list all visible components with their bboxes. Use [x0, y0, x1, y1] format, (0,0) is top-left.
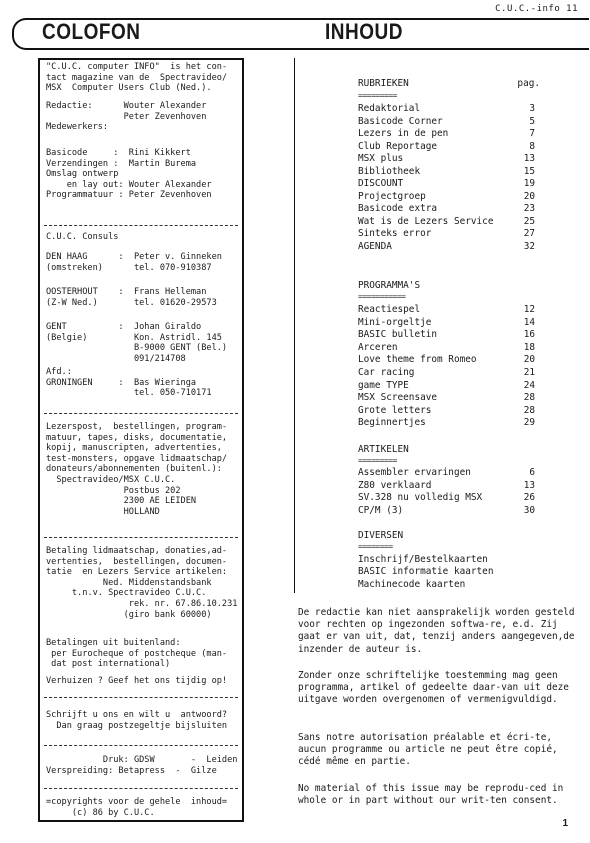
contents-item-page: 15 — [523, 165, 535, 177]
programmas-underline: =========== — [358, 292, 406, 301]
contents-item-title: BASIC bulletin — [358, 329, 438, 341]
consuls-title: C.U.C. Consuls — [46, 232, 119, 242]
contents-item-title: Arceren — [358, 341, 398, 353]
druk-info: Druk: GDSW - Leiden Verspreiding: Betapress - Gilze — [46, 755, 238, 776]
contents-item-title: Z80 verklaard — [358, 479, 432, 491]
colofon-medewerkers: Basicode : Rini Kikkert Verzendingen : Martin Burema Omslag ontwerp en lay out: Wouter Alexander Programmatuur : Peter Zevenhoven — [46, 148, 212, 201]
contents-item-title: Club Reportage — [358, 140, 438, 152]
page-number: 1 — [562, 818, 568, 829]
contents-item-title: Grote letters — [358, 404, 432, 416]
rubrieken-heading: RUBRIEKEN — [358, 78, 409, 89]
contents-item-page: 5 — [529, 115, 535, 127]
contents-item-title: Sinteks error — [358, 228, 432, 239]
artikelen-heading: ARTIKELEN — [358, 444, 409, 455]
contents-item-title: Reactiespel — [358, 304, 421, 315]
consul-gent: GENT : Johan Giraldo (Belgie) Kon. Astridl. 145 B-9000 GENT (Bel.) 091/214708 — [46, 322, 228, 364]
contents-item-page: 7 — [529, 128, 535, 139]
consul-groningen: Afd.: GRONINGEN : Bas Wieringa tel. 050-710171 — [46, 367, 212, 399]
contents-item-title: Projectgroep — [358, 190, 426, 202]
contents-item-title: Bibliotheek — [358, 165, 421, 177]
contents-item-page: 16 — [523, 329, 535, 341]
contents-item-page: 6 — [529, 467, 535, 478]
contents-item-title: Assembler ervaringen — [358, 467, 471, 478]
artikelen-underline: ========= — [358, 456, 397, 465]
betaling-info: Betaling lidmaatschap, donaties,ad- vertenties, bestellingen, documen- tatie en Lezers Service artikelen: Ned. Middenstandsbank t.n.v. Spectravideo C.U.C. rek. nr. 67.86.10.231 (giro bank 60000) — [46, 546, 238, 620]
separator — [44, 788, 238, 789]
contents-item-page: 26 — [523, 492, 535, 504]
disclaimer-en: No material of this issue may be reprodu-ced in whole or in part without our writ-ten consent. — [298, 783, 564, 807]
contents-item-title: BASIC informatie kaarten — [358, 566, 494, 578]
contents-item-title: Inschrijf/Bestelkaarten — [358, 554, 488, 565]
contents-item-title: game TYPE — [358, 379, 409, 391]
contents-item-page: 8 — [529, 140, 535, 152]
contents-item-page: 27 — [523, 228, 535, 239]
separator — [44, 697, 238, 698]
contents-item-title: Car racing — [358, 367, 415, 378]
contents-item-title: MSX plus — [358, 153, 404, 164]
colofon-redactie: Redactie: Wouter Alexander Peter Zevenhoven Medewerkers: — [46, 101, 207, 133]
colofon-title: COLOFON — [42, 20, 141, 45]
contents-item-title: Redaktorial — [358, 103, 421, 114]
contents-item-page: 32 — [523, 240, 535, 252]
contents-item-title: Wat is de Lezers Service — [358, 215, 494, 227]
consul-oosterhout: OOSTERHOUT : Frans Helleman (Z-W Ned.) tel. 01620-29573 — [46, 287, 217, 308]
contents-item-page: 28 — [523, 392, 535, 404]
separator — [44, 537, 238, 538]
rubrieken-underline: ========= — [358, 91, 397, 100]
contents-item-page: 21 — [523, 367, 535, 378]
contents-item-title: MSX Screensave — [358, 392, 438, 404]
programmas-heading: PROGRAMMA'S — [358, 280, 421, 291]
header-info: C.U.C.-info 11 — [495, 4, 578, 14]
contents-item-title: Beginnertjes — [358, 417, 426, 429]
contents-item-title: Basicode extra — [358, 203, 438, 214]
contents-item-page: 12 — [523, 304, 535, 315]
column-divider — [294, 58, 295, 593]
contents-item-page: 20 — [523, 354, 535, 366]
contents-item-page: 23 — [523, 203, 535, 214]
contents-item-page: 28 — [523, 404, 535, 416]
contents-item-page: 14 — [523, 316, 535, 328]
diversen-heading: DIVERSEN — [358, 530, 404, 541]
contents-item-page: 30 — [523, 504, 535, 516]
disclaimer-nl-1: De redactie kan niet aansprakelijk worden gesteld voor rechten op ingezonden softwa-re, e.d. Zij gaat er van uit, dat, tenzij anders aangegeven,de inzender de auteur is. — [298, 607, 575, 655]
consul-den-haag: DEN HAAG : Peter v. Ginneken (omstreken) tel. 070-910387 — [46, 252, 222, 273]
colofon-intro: "C.U.C. computer INFO" is het con- tact magazine van de Spectravideo/ MSX Computer Users Club (Ned.). — [46, 62, 228, 94]
pag-label: pag. — [517, 78, 540, 89]
contents-item-title: Machinecode kaarten — [358, 578, 466, 590]
contents-item-page: 19 — [523, 178, 535, 189]
contents-item-title: Lezers in de pen — [358, 128, 449, 139]
disclaimer-nl-2: Zonder onze schriftelijke toestemming mag geen programma, artikel of gedeelte daar-van uit deze uitgave worden overgenomen of vermenigvuldigd. — [298, 670, 569, 706]
contents-item-title: SV.328 nu volledig MSX — [358, 492, 483, 504]
schrijft-note: Schrijft u ons en wilt u antwoord? Dan graag postzegeltje bijsluiten — [46, 710, 228, 731]
separator — [44, 413, 238, 414]
contents-item-title: DISCOUNT — [358, 178, 404, 189]
diversen-underline: ======== — [358, 542, 393, 551]
contents-item-page: 13 — [523, 479, 535, 491]
contents-item-title: Love theme from Romeo — [358, 354, 477, 366]
contents-item-page: 3 — [529, 103, 535, 114]
separator — [44, 225, 238, 226]
lezerspost-address: Lezerspost, bestellingen, program- matuur, tapes, disks, documentatie, kopij, manuscripten, advertenties, test-monsters, opgave lidmaatschap/ donateurs/abonnementen (buitenl.): Spectravideo/MSX C.U.C. Postbus 202 2300 AE LEIDEN HOLLAND — [46, 422, 228, 517]
contents-item-title: Basicode Corner — [358, 115, 443, 127]
contents-item-page: 25 — [523, 215, 535, 227]
contents-item-page: 20 — [523, 190, 535, 202]
contents-item-page: 13 — [523, 153, 535, 164]
disclaimer-fr: Sans notre autorisation préalable et écri-te, aucun programme ou article ne peut être copié, cédé même en partie. — [298, 732, 558, 768]
contents-item-title: AGENDA — [358, 240, 392, 252]
contents-item-title: CP/M (3) — [358, 504, 404, 516]
buitenland-info: Betalingen uit buitenland: per Eurocheque of postcheque (man- dat post international) — [46, 638, 228, 670]
contents-item-title: Mini-orgeltje — [358, 316, 432, 328]
separator — [44, 745, 238, 746]
contents-item-page: 24 — [523, 379, 535, 391]
verhuizen-note: Verhuizen ? Geef het ons tijdig op! — [46, 676, 228, 686]
inhoud-title: INHOUD — [325, 20, 403, 45]
contents-item-page: 29 — [523, 417, 535, 429]
contents-item-page: 18 — [523, 341, 535, 353]
copyright: =copyrights voor de gehele inhoud= (c) 86 by C.U.C. — [46, 797, 228, 818]
